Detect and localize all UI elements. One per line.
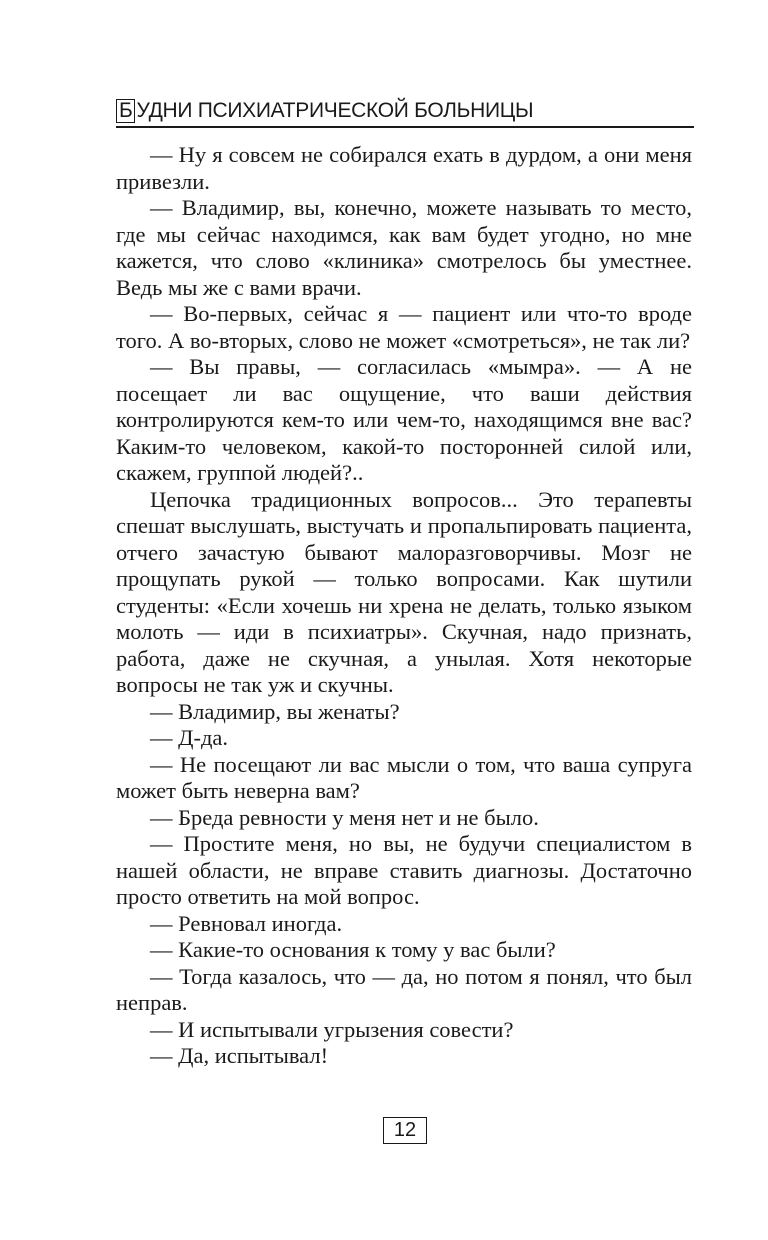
paragraph: — Тогда казалось, что — да, но потом я понял, что был неправ.: [116, 963, 692, 1015]
page-number: 12: [383, 1117, 427, 1144]
header-initial-letter: Б: [116, 99, 135, 123]
paragraph: — Не посещают ли вас мысли о том, что ваша супруга может быть неверна вам?: [116, 751, 692, 803]
paragraph: — Ну я совсем не собирался ехать в дурдом, а они меня привезли.: [116, 142, 692, 194]
paragraph: — Владимир, вы, конечно, можете называть то место, где мы сейчас находимся, как вам будет угодно, но мне кажется, что слово «клиника» смотрелось бы уместнее. Ведь мы же с вами врачи.: [116, 195, 692, 300]
paragraph: — Бреда ревности у меня нет и не было.: [150, 804, 539, 830]
paragraph: — Ревновал иногда.: [150, 910, 343, 936]
paragraph: — Владимир, вы женаты?: [150, 698, 400, 724]
header-title: УДНИ ПСИХИАТРИЧЕСКОЙ БОЛЬНИЦЫ: [136, 99, 534, 122]
body-text: [116, 142, 692, 1070]
paragraph: — Какие-то основания к тому у вас были?: [150, 937, 556, 962]
paragraph: — Вы правы, — согласилась «мымра». — А не посещает ли вас ощущение, что ваши действия контролируются кем-то или чем-то, находящимся вне вас? Каким-то человеком, какой-то посторонней силой или, скажем, группой людей?..: [116, 354, 692, 485]
paragraph: — Простите меня, но вы, не будучи специалистом в нашей области, не вправе ставить диагнозы. Достаточно просто ответить на мой вопрос.: [116, 831, 692, 909]
paragraph: — Д-да.: [150, 725, 229, 750]
paragraph: Цепочка традиционных вопросов... Это терапевты спешат выслушать, выстучать и пропальпировать пациента, отчего зачастую бывают малоразговорчивы. Мозг не прощупать рукой — только вопросами. Как шутили студенты: «Если хочешь ни хрена не делать, только языком молоть — иди в психиатры». Скучная, надо признать, работа, даже не скучная, а унылая. Хотя некоторые вопросы не так уж и скучны.: [116, 486, 692, 697]
running-header: [116, 96, 694, 128]
paragraph: — Да, испытывал!: [150, 1043, 329, 1068]
paragraph: — Во-первых, сейчас я — пациент или что-то вроде того. А во-вторых, слово не может «смотреться», не так ли?: [116, 301, 692, 353]
paragraph: — И испытывали угрызения совести?: [150, 1016, 514, 1042]
